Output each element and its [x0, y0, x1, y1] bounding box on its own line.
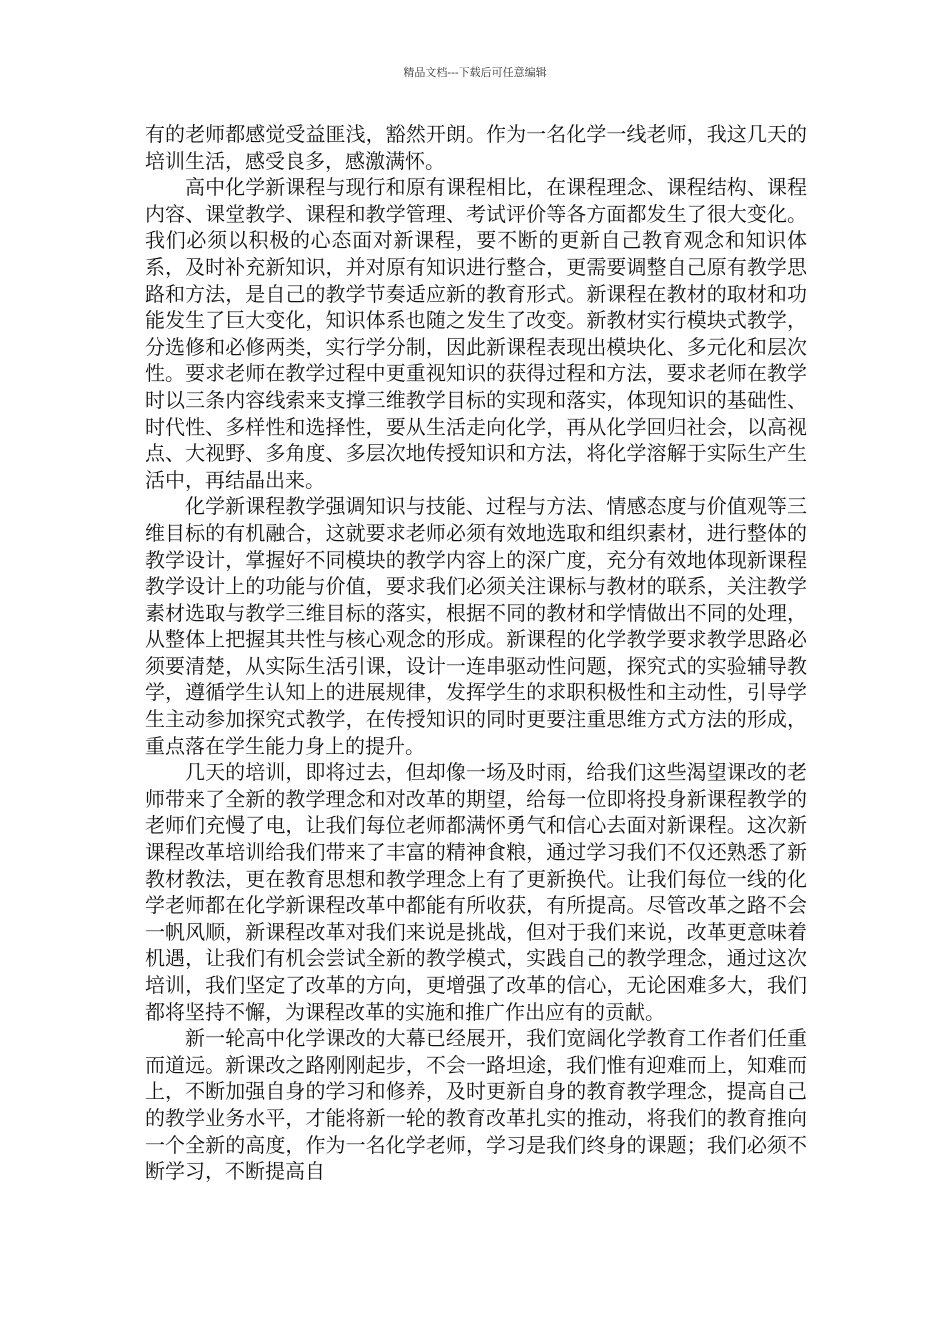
paragraph-2: 高中化学新课程与现行和原有课程相比，在课程理念、课程结构、课程内容、课堂教学、课程和教学管理、考试评价等各方面都发生了很大变化。我们必须以积极的心态面对新课程，要不断的更新自己教育观念和知识体系，及时补充新知识，并对原有知识进行整合，更需要调整自己原有教学思路和方法，是自己的教学节奏适应新的教育形式。新课程在教材的取材和功能发生了巨大变化，知识体系也随之发生了改变。新教材实行模块式教学，分选修和必修两类，实行学分制，因此新课程表现出模块化、多元化和层次性。要求老师在教学过程中更重视知识的获得过程和方法，要求老师在教学时以三条内容线索来支撑三维教学目标的实现和落实，体现知识的基础性、时代性、多样性和选择性，要从生活走向化学，再从化学回归社会，以高视点、大视野、多角度、多层次地传授知识和方法，将化学溶解于实际生产生活中，再结晶出来。	[145, 175, 807, 492]
paragraph-4: 几天的培训，即将过去，但却像一场及时雨，给我们这些渴望课改的老师带来了全新的教学理念和对改革的期望，给每一位即将投身新课程教学的老师们充慢了电，让我们每位老师都满怀勇气和信心去面对新课程。这次新课程改革培训给我们带来了丰富的精神食粮，通过学习我们不仅还熟悉了新教材教法，更在教育思想和教学理念上有了更新换代。让我们每位一线的化学老师都在化学新课程改革中都能有所收获，有所提高。尽管改革之路不会一帆风顺，新课程改革对我们来说是挑战，但对于我们来说，改革更意味着机遇，让我们有机会尝试全新的教学模式，实践自己的教学理念，通过这次培训，我们坚定了改革的方向，更增强了改革的信心，无论困难多大，我们都将坚持不懈，为课程改革的实施和推广作出应有的贡献。	[145, 760, 807, 1024]
paragraph-1: 有的老师都感觉受益匪浅，豁然开朗。作为一名化学一线老师，我这几天的培训生活，感受良多，感激满怀。	[145, 122, 807, 173]
page-header: 精品文档---下载后可任意编辑	[403, 66, 547, 79]
paragraph-3: 化学新课程教学强调知识与技能、过程与方法、情感态度与价值观等三维目标的有机融合，这就要求老师必须有效地选取和组织素材，进行整体的教学设计，掌握好不同模块的教学内容上的深广度，充分有效地体现新课程教学设计上的功能与价值，要求我们必须关注课标与教材的联系，关注教学素材选取与教学三维目标的落实，根据不同的教材和学情做出不同的处理，从整体上把握其共性与核心观念的形成。新课程的化学教学要求教学思路必须要清楚，从实际生活引课，设计一连串驱动性问题，探究式的实验辅导教学，遵循学生认知上的进展规律，发挥学生的求职积极性和主动性，引导学生主动参加探究式教学，在传授知识的同时更要注重思维方式方法的形成，重点落在学生能力身上的提升。	[145, 494, 807, 758]
paragraph-5: 新一轮高中化学课改的大幕已经展开，我们宽阔化学教育工作者们任重而道远。新课改之路刚刚起步，不会一路坦途，我们惟有迎难而上，知难而上，不断加强自身的学习和修养，及时更新自身的教育教学理念，提高自己的教学业务水平，才能将新一轮的教育改革扎实的推动，将我们的教育推向一个全新的高度，作为一名化学老师，学习是我们终身的课题；我们必须不断学习，不断提高自	[145, 1026, 807, 1184]
document-body	[145, 121, 807, 1185]
